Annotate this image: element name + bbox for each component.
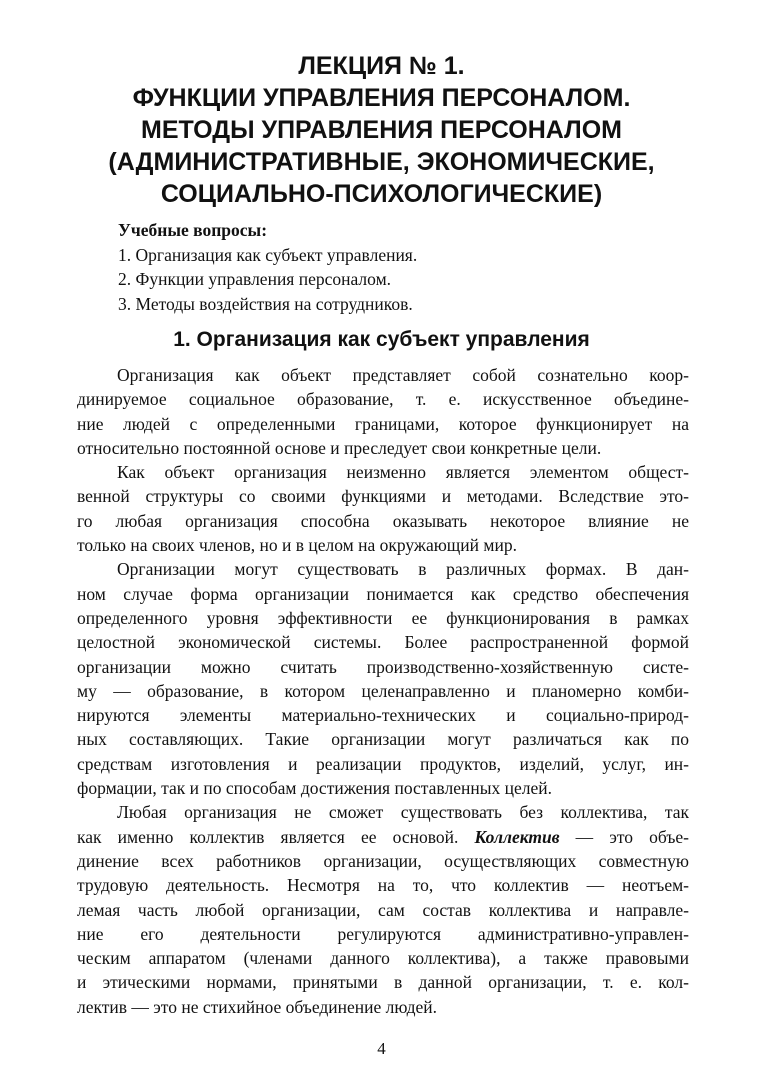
title-line: ЛЕКЦИЯ № 1. bbox=[298, 52, 465, 80]
text-line: ние людей с определенными границами, которое функционирует на bbox=[77, 413, 689, 434]
study-question-item: 2. Функции управления персоналом. bbox=[118, 269, 392, 289]
text-line: венной структуры со своими функциями и методами. Вследствие это- bbox=[77, 486, 689, 507]
text-line: нируются элементы материально-технических и социально-природ- bbox=[77, 705, 689, 726]
text-line: динируемое социальное образование, т. е. искусственное объедине- bbox=[77, 389, 689, 410]
text-line: организации можно считать производственно-хозяйственную систе- bbox=[77, 656, 689, 677]
paragraph bbox=[77, 460, 689, 557]
text-line: целостной экономической системы. Более распространенной формой bbox=[77, 632, 689, 653]
text-line: относительно постоянной основе и преследует свои конкретные цели. bbox=[77, 437, 602, 458]
text-line: лектив — это не стихийное объединение людей. bbox=[77, 996, 437, 1017]
body-text bbox=[77, 363, 689, 1019]
text-line: му — образование, в котором целенаправленно и планомерно комби- bbox=[77, 680, 689, 701]
text-line: определенного уровня эффективности ее функционирования в рамках bbox=[77, 607, 689, 628]
text-line: ных составляющих. Такие организации могут различаться как по bbox=[77, 729, 689, 750]
text-fragment: как именно коллектив является ее основой. bbox=[77, 826, 475, 847]
text-line: го любая организация способна оказывать некоторое влияние не bbox=[77, 510, 689, 531]
text-line: ческим аппаратом (членами данного коллектива), а также правовыми bbox=[77, 948, 689, 969]
page-number: 4 bbox=[377, 1039, 386, 1058]
text-fragment: — это объе- bbox=[559, 826, 689, 847]
text-line: лемая часть любой организации, сам состав коллектива и направле- bbox=[77, 899, 689, 920]
text-line: Как объект организация неизменно является элементом общест- bbox=[117, 462, 689, 483]
text-line-with-term bbox=[77, 825, 689, 849]
text-line: и этическими нормами, принятыми в данной организации, т. е. кол- bbox=[77, 972, 689, 993]
paragraph bbox=[77, 800, 689, 1019]
lecture-title bbox=[70, 50, 693, 210]
text-line: только на своих членов, но и в целом на окружающий мир. bbox=[77, 535, 517, 556]
study-question-item: 3. Методы воздействия на сотрудников. bbox=[118, 293, 413, 314]
title-line: ФУНКЦИИ УПРАВЛЕНИЯ ПЕРСОНАЛОМ. bbox=[132, 84, 631, 112]
paragraph bbox=[77, 363, 689, 460]
title-line: СОЦИАЛЬНО-ПСИХОЛОГИЧЕСКИЕ) bbox=[160, 180, 603, 208]
text-line: ном случае форма организации понимается как средство обеспечения bbox=[77, 583, 689, 604]
text-line: Любая организация не сможет существовать без коллектива, так bbox=[117, 802, 689, 823]
text-line: ние его деятельности регулируются административно-управлен- bbox=[77, 923, 689, 944]
text-line: динение всех работников организации, осуществляющих совместную bbox=[77, 850, 689, 871]
text-line: средствам изготовления и реализации продуктов, изделий, услуг, ин- bbox=[77, 753, 689, 774]
study-question-item: 1. Организация как субъект управления. bbox=[118, 244, 418, 265]
title-line: (АДМИНИСТРАТИВНЫЕ, ЭКОНОМИЧЕСКИЕ, bbox=[108, 148, 655, 176]
study-questions-heading: Учебные вопросы: bbox=[118, 220, 268, 240]
text-line: формации, так и по способам достижения поставленных целей. bbox=[77, 778, 552, 799]
paragraph bbox=[77, 557, 689, 800]
text-line: Организация как объект представляет собой сознательно коор- bbox=[117, 365, 689, 385]
defined-term: Коллектив bbox=[474, 826, 560, 847]
text-line: Организации могут существовать в различных формах. В дан- bbox=[117, 559, 689, 580]
text-line: трудовую деятельность. Несмотря на то, что коллектив — неотъем- bbox=[77, 875, 689, 896]
section-heading: 1. Организация как субъект управления bbox=[173, 328, 590, 351]
study-questions bbox=[118, 218, 678, 316]
title-line: МЕТОДЫ УПРАВЛЕНИЯ ПЕРСОНАЛОМ bbox=[141, 116, 622, 144]
